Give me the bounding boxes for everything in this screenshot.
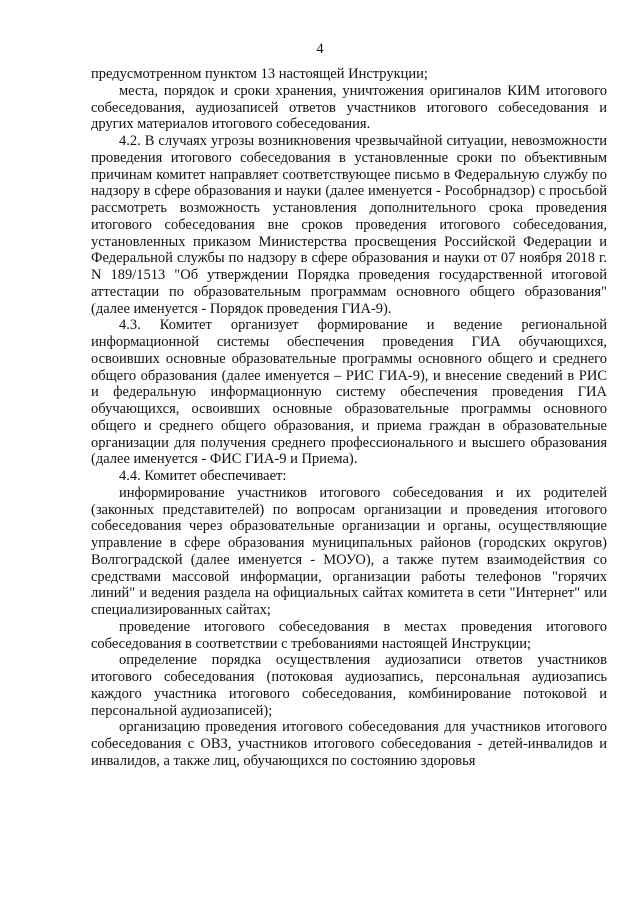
paragraph-storage: места, порядок и сроки хранения, уничтожения оригиналов КИМ итогового собеседования, аудиозаписей ответов участников итогового собеседования и других материалов итогового собеседования.: [91, 82, 607, 133]
body-text: [91, 66, 607, 770]
paragraph-conduct: проведение итогового собеседования в местах проведения итогового собеседования в соответствии с требованиями настоящей Инструкции;: [91, 618, 607, 652]
paragraph-4-4: 4.4. Комитет обеспечивает:: [119, 468, 287, 484]
paragraph-4-2: 4.2. В случаях угрозы возникновения чрезвычайной ситуации, невозможности проведения итогового собеседования в установленные сроки по объективным причинам комитет направляет соответствующее письмо в Федеральную службу по надзору в сфере образования и науки (далее именуется - Рособрнадзор) с просьбой рассмотреть возможность установления дополнительного срока проведения итогового собеседования вне сроков проведения итогового собеседования, установленных приказом Министерства просвещения Российской Федерации и Федеральной службы по надзору в сфере образования и науки от 07 ноября 2018 г. N 189/1513 "Об утверждении Порядка проведения государственной итоговой аттестации по образовательным программам основного общего образования" (далее именуется - Порядок проведения ГИА-9).: [91, 133, 607, 317]
paragraph-audio: определение порядка осуществления аудиозаписи ответов участников итогового собеседования (потоковая аудиозапись, персональная аудиозапись каждого участника итогового собеседования, комбинирование потоковой и персональной аудиозаписей);: [91, 652, 607, 719]
paragraph-continuation: предусмотренном пунктом 13 настоящей Инструкции;: [91, 66, 428, 82]
paragraph-ovz: организацию проведения итогового собеседования для участников итогового собеседования с ОВЗ, участников итогового собеседования - детей-инвалидов и инвалидов, а также лиц, обучающихся по состоянию здоровья: [91, 719, 607, 769]
page-number: 4: [316, 41, 324, 57]
paragraph-informing: информирование участников итогового собеседования и их родителей (законных представителей) по вопросам организации и проведения итогового собеседования через образовательные организации и органы, осуществляющие управление в сфере образования муниципальных районов (городских округов) Волгоградской (далее именуется - МОУО), а также путем взаимодействия со средствами массовой информации, организации работы телефонов "горячих линий" и ведения раздела на официальных сайтах комитета в сети "Интернет" или специализированных сайтах;: [91, 484, 607, 618]
paragraph-4-3: 4.3. Комитет организует формирование и ведение региональной информационной системы обеспечения проведения ГИА обучающихся, освоивших основные образовательные программы основного общего и среднего общего образования (далее именуется – РИС ГИА-9), и внесение сведений в РИС и федеральную информационную систему обеспечения проведения ГИА обучающихся, освоивших основные образовательные программы основного общего и среднего общего образования, и приема граждан в образовательные организации для получения среднего профессионального и высшего образования (далее именуется - ФИС ГИА-9 и Приема).: [91, 317, 607, 468]
